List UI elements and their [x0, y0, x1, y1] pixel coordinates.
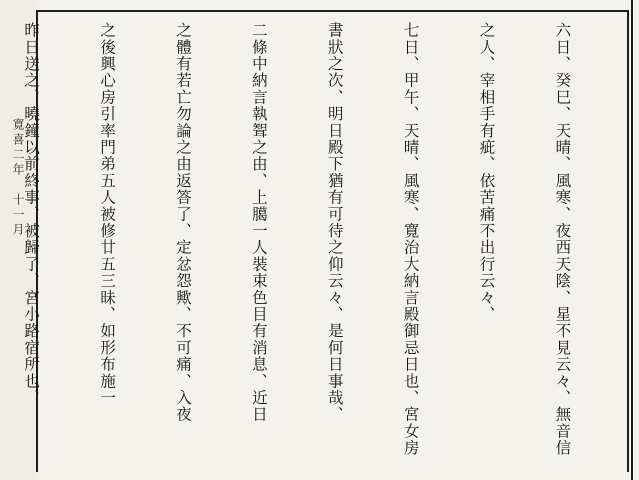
text-column: 之後興心房引率門弟五人被修廿五三昧、如形布施一	[98, 22, 117, 407]
main-text	[22, 22, 625, 474]
right-rule	[631, 0, 633, 480]
text-column: 之人、宰相手有疵、依苦痛不出行云々、	[477, 22, 496, 323]
text-column: 昨日送之、曉鐘以前終事、被歸了、宮小路宿所也、	[22, 22, 41, 407]
running-head: 寛喜二年 十一月	[11, 118, 25, 238]
text-column: 書狀之次、明日殿下猶有可待之仰云々、是何日事哉、	[325, 22, 344, 423]
text-column: 七日、甲午、天晴、風寒、寛治大納言殿御忌日也、宮女房	[401, 22, 420, 457]
text-column: 之體有若亡勿論之由返答了、定忿怨歟、不可痛、入夜	[173, 22, 192, 423]
text-column: 二條中納言執聟之由、上臈一人裝束色目有消息、近日	[249, 22, 268, 423]
text-column: 六日、癸巳、天晴、風寒、夜西天陰、星不見云々、無音信	[553, 22, 572, 457]
